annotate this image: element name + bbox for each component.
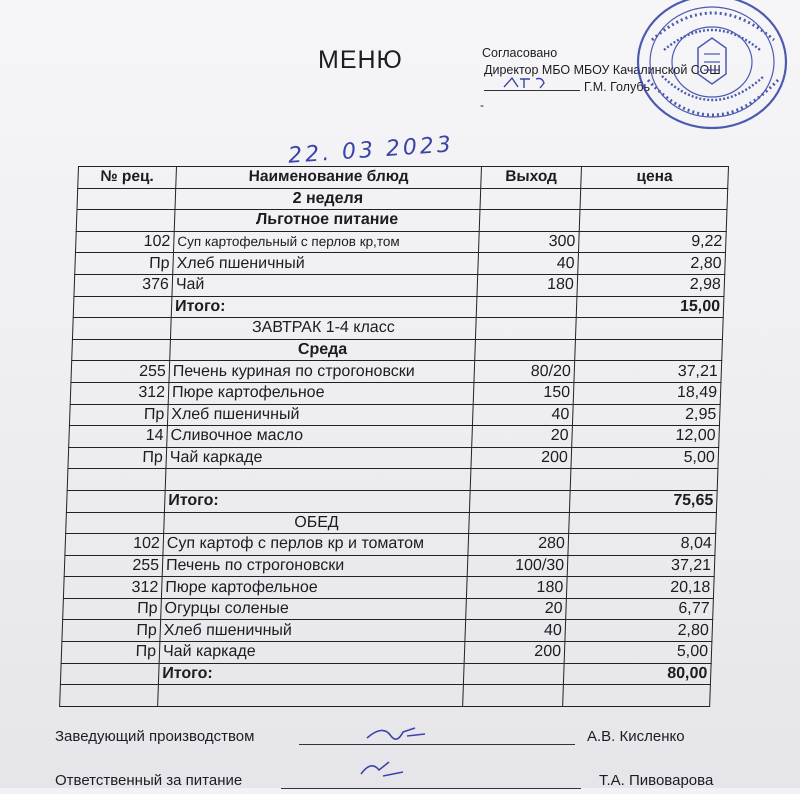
recipe-number-cell — [72, 318, 171, 340]
table-row — [67, 469, 718, 491]
recipe-number-cell — [66, 490, 165, 512]
dish-name-cell: Хлеб пшеничный — [167, 404, 473, 426]
table-row — [73, 296, 724, 318]
recipe-number-cell: 102 — [75, 231, 174, 253]
footer-row-nutrition-responsible — [55, 768, 775, 794]
output-cell — [479, 210, 580, 232]
output-cell: 40 — [478, 253, 579, 275]
footer-role: Ответственный за питание — [55, 772, 243, 789]
output-cell — [475, 339, 576, 361]
price-cell — [580, 188, 728, 210]
table-row — [66, 512, 717, 534]
price-cell: 37,21 — [567, 555, 715, 577]
price-cell: 18,49 — [573, 382, 721, 404]
table-row — [71, 361, 722, 383]
page-title: МЕНЮ — [318, 46, 403, 74]
total-label-cell: Итого: — [171, 296, 477, 318]
table-row — [75, 253, 726, 275]
price-cell: 5,00 — [564, 642, 712, 664]
price-cell: 2,95 — [572, 404, 720, 426]
total-price-cell: 15,00 — [576, 296, 724, 318]
dish-name-cell — [158, 685, 464, 707]
section-label-cell: 2 неделя — [175, 188, 481, 210]
recipe-number-cell — [77, 188, 176, 210]
table-row — [62, 620, 713, 642]
section-label-cell: ЗАВТРАК 1-4 класс — [170, 318, 476, 340]
price-cell: 6,77 — [566, 598, 714, 620]
footer-role: Заведующий производством — [55, 728, 255, 745]
dish-name-cell: Хлеб пшеничный — [173, 253, 479, 275]
output-cell: 20 — [472, 426, 573, 448]
output-cell — [469, 512, 570, 534]
price-cell — [575, 318, 723, 340]
output-cell: 200 — [471, 447, 572, 469]
price-cell: 12,00 — [572, 426, 720, 448]
dish-name-cell: Чай — [172, 274, 478, 296]
table-row — [72, 318, 723, 340]
approval-agreed: Согласовано — [482, 46, 558, 60]
recipe-number-cell — [72, 339, 171, 361]
output-cell: 280 — [468, 534, 569, 556]
dish-name-cell: Пюре картофельное — [161, 577, 467, 599]
signature-line — [281, 788, 581, 789]
output-cell: 300 — [478, 231, 579, 253]
recipe-number-cell: 312 — [70, 382, 169, 404]
column-header-price: цена — [581, 167, 729, 189]
signature-underline — [484, 80, 580, 91]
recipe-number-cell: Пр — [63, 598, 162, 620]
signature-line — [299, 744, 575, 745]
price-cell: 37,21 — [574, 361, 722, 383]
output-cell — [480, 188, 581, 210]
dish-name-cell: Печень куриная по строгоновски — [169, 361, 475, 383]
table-row — [74, 274, 725, 296]
table-row — [72, 339, 723, 361]
recipe-number-cell: 255 — [71, 361, 170, 383]
price-cell: 5,00 — [571, 447, 719, 469]
footer-name: А.В. Кисленко — [587, 728, 685, 745]
dish-name-cell: Сливочное масло — [167, 426, 473, 448]
price-cell: 9,22 — [578, 231, 726, 253]
section-label-cell: ОБЕД — [164, 512, 470, 534]
recipe-number-cell: Пр — [62, 620, 161, 642]
menu-table — [59, 166, 729, 707]
nutrition-responsible-signature — [355, 754, 415, 784]
dish-name-cell: Чай каркаде — [159, 642, 465, 664]
output-cell: 40 — [465, 620, 566, 642]
table-row — [64, 555, 715, 577]
recipe-number-cell: Пр — [61, 642, 160, 664]
column-header-output: Выход — [481, 167, 582, 189]
price-cell: 20,18 — [566, 577, 714, 599]
recipe-number-cell: Пр — [75, 253, 174, 275]
price-cell: 2,98 — [577, 274, 725, 296]
output-cell: 80/20 — [474, 361, 575, 383]
dish-name-cell: Хлеб пшеничный — [160, 620, 466, 642]
table-row — [65, 534, 716, 556]
dish-name-cell: Огурцы соленые — [161, 598, 467, 620]
recipe-number-cell: 102 — [65, 534, 164, 556]
output-cell: 180 — [466, 577, 567, 599]
table-row — [77, 188, 728, 210]
table-row — [63, 598, 714, 620]
output-cell — [469, 490, 570, 512]
column-header-recipe-no: № рец. — [78, 167, 177, 189]
dish-name-cell: Суп картоф с перлов кр и томатом — [163, 534, 469, 556]
table-header-row — [78, 167, 729, 189]
recipe-number-cell — [76, 210, 175, 232]
recipe-number-cell: Пр — [68, 447, 167, 469]
price-cell — [563, 685, 711, 707]
section-label-cell: Среда — [170, 339, 476, 361]
recipe-number-cell: 312 — [63, 577, 162, 599]
dish-name-cell: Печень по строгоновски — [162, 555, 468, 577]
menu-table-body — [60, 188, 728, 706]
table-row — [69, 404, 720, 426]
total-label-cell: Итого: — [164, 490, 470, 512]
table-row — [69, 426, 720, 448]
price-cell: 8,04 — [568, 534, 716, 556]
recipe-number-cell: 376 — [74, 274, 173, 296]
table-row — [66, 490, 717, 512]
output-cell: 100/30 — [467, 555, 568, 577]
price-cell: 2,80 — [565, 620, 713, 642]
column-header-dish-name: Наименование блюд — [176, 167, 482, 189]
handwritten-date: 22. 03 2023 — [287, 132, 455, 169]
table-row — [61, 642, 712, 664]
table-row — [70, 382, 721, 404]
output-cell — [463, 685, 564, 707]
footer-name: Т.А. Пивоварова — [599, 772, 714, 789]
price-cell — [579, 210, 727, 232]
recipe-number-cell — [60, 685, 159, 707]
recipe-number-cell: Пр — [69, 404, 168, 426]
table-row — [68, 447, 719, 469]
table-row — [63, 577, 714, 599]
signatures-footer — [55, 724, 775, 794]
table-row — [60, 663, 711, 685]
footer-row-production-manager — [55, 724, 775, 750]
output-cell: 20 — [466, 598, 567, 620]
output-cell: 150 — [473, 382, 574, 404]
total-price-cell: 80,00 — [563, 663, 711, 685]
approval-dash: - — [480, 98, 484, 112]
price-cell — [569, 512, 717, 534]
dish-name-cell: Пюре картофельное — [168, 382, 474, 404]
recipe-number-cell — [60, 663, 159, 685]
dish-name-cell: Чай каркаде — [166, 447, 472, 469]
output-cell — [475, 318, 576, 340]
table-row — [60, 685, 711, 707]
production-manager-signature — [363, 722, 433, 748]
recipe-number-cell — [67, 469, 166, 491]
output-cell: 200 — [464, 642, 565, 664]
recipe-number-cell — [73, 296, 172, 318]
price-cell: 2,80 — [578, 253, 726, 275]
output-cell — [463, 663, 564, 685]
recipe-number-cell — [66, 512, 165, 534]
table-row — [75, 231, 726, 253]
output-cell: 40 — [472, 404, 573, 426]
dish-name-cell — [165, 469, 471, 491]
price-cell — [575, 339, 723, 361]
director-signature — [502, 75, 572, 91]
output-cell: 180 — [477, 274, 578, 296]
output-cell — [476, 296, 577, 318]
section-label-cell: Льготное питание — [174, 210, 480, 232]
recipe-number-cell: 14 — [69, 426, 168, 448]
approval-signature-name: Г.М. Голубь — [584, 80, 651, 94]
recipe-number-cell: 255 — [64, 555, 163, 577]
total-price-cell: 75,65 — [569, 490, 717, 512]
dish-name-cell: Суп картофельный с перлов кр,том — [173, 231, 479, 253]
total-label-cell: Итого: — [158, 663, 464, 685]
table-row — [76, 210, 727, 232]
output-cell — [470, 469, 571, 491]
official-seal-stamp — [628, 0, 788, 140]
price-cell — [570, 469, 718, 491]
menu-table-wrapper — [58, 166, 728, 726]
approval-position: Директор МБО МБОУ Качалинской СОШ — [484, 63, 721, 77]
